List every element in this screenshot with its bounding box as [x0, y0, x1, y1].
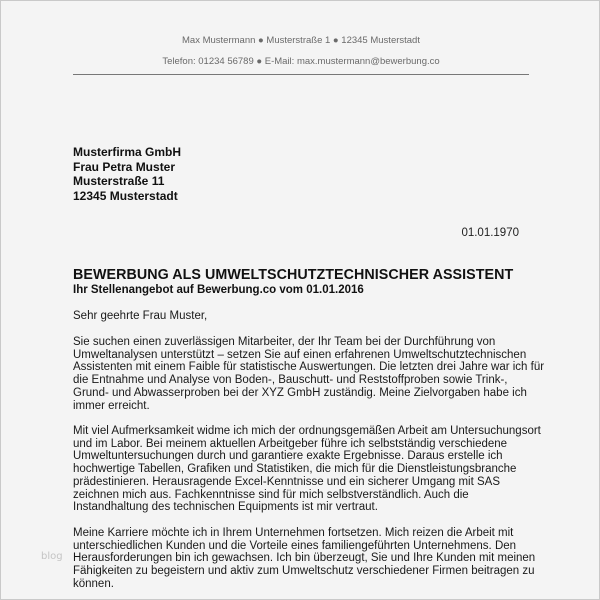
- recipient-contact: Frau Petra Muster: [73, 159, 176, 174]
- sender-address-line: Max Mustermann ● Musterstraße 1 ● 12345 Musterstadt: [182, 35, 420, 46]
- text-line: unterschiedlichen Kunden und die Vorteile eines familiengeführten Unternehmens. Den: [73, 539, 517, 552]
- recipient-address-block: [73, 145, 181, 203]
- body-paragraph-1: [73, 336, 545, 412]
- text-line: Sie suchen einen zuverlässigen Mitarbeiter, der Ihr Team bei der Durchführung von: [73, 336, 496, 348]
- salutation: Sehr geehrte Frau Muster,: [73, 310, 208, 322]
- text-line: Meine Karriere möchte ich in Ihrem Unternehmen fortsetzen. Mich reizen die Arbeit mit: [73, 527, 514, 539]
- text-line: Instandhaltung des technischen Equipments ist mir vertraut.: [73, 501, 378, 514]
- subject-title: BEWERBUNG ALS UMWELTSCHUTZTECHNISCHER ASSISTENT: [73, 267, 514, 283]
- body-paragraph-3: [73, 527, 536, 591]
- text-line: und im Labor. Bei meinem aktuellen Arbeitgeber führe ich selbstständig verschiedene: [73, 437, 508, 450]
- recipient-company: Musterfirma GmbH: [73, 145, 182, 159]
- text-line: die Entnahme und Analyse von Boden-, Bauschutt- und Reststoffproben sowie Trink-,: [73, 374, 508, 387]
- text-line: können.: [73, 577, 114, 590]
- text-line: Fähigkeiten zu begeistern und aktiv zum Umweltschutz verschiedener Firmen beitragen zu: [73, 565, 535, 578]
- letterhead-divider: [73, 74, 529, 75]
- letter-date: 01.01.1970: [461, 227, 519, 239]
- text-line: immer erreicht.: [73, 399, 150, 412]
- text-line: Grund- und Abwasserproben bei der XYZ GmbH zuständig. Meine Zielvorgaben habe ich: [73, 386, 527, 399]
- recipient-city: 12345 Musterstadt: [73, 188, 178, 203]
- text-line: prädestinieren. Herausragende Excel-Kenntnisse und ein sicherer Umgang mit SAS: [73, 475, 501, 488]
- text-line: Herausforderungen bin ich gewachsen. Ich bin überzeugt, Sie und Ihre Kunden mit meinen: [73, 552, 536, 565]
- body-paragraph-2: [73, 425, 541, 514]
- text-line: Umweltanalysen unterstützt – setzen Sie auf einen erfahrenen Umweltschutztechnischen: [73, 348, 527, 361]
- text-line: Assistenten mit einem Faible für statistische Auswertungen. Die letzten drei Jahre war ich für: [73, 361, 545, 374]
- text-line: Mit viel Aufmerksamkeit widme ich mich der ordnungsgemäßen Arbeit am Untersuchungsort: [73, 425, 541, 437]
- sender-contact-line: Telefon: 01234 56789 ● E-Mail: max.mustermann@bewerbung.co: [162, 56, 440, 67]
- text-line: hochwertige Tabellen, Grafiken und Statistiken, die mich für die Dienstleistungsbranche: [73, 463, 517, 476]
- subject-reference: Ihr Stellenangebot auf Bewerbung.co vom 01.01.2016: [73, 284, 364, 296]
- text-line: Umweltuntersuchungen durch und garantiere exakte Ergebnisse. Daraus erstelle ich: [73, 450, 503, 463]
- text-line: zeichnen mich aus. Fachkenntnisse sind für mich selbstverständlich. Auch die: [73, 488, 469, 501]
- watermark-text: blog: [41, 551, 63, 562]
- recipient-street: Musterstraße 11: [73, 174, 165, 188]
